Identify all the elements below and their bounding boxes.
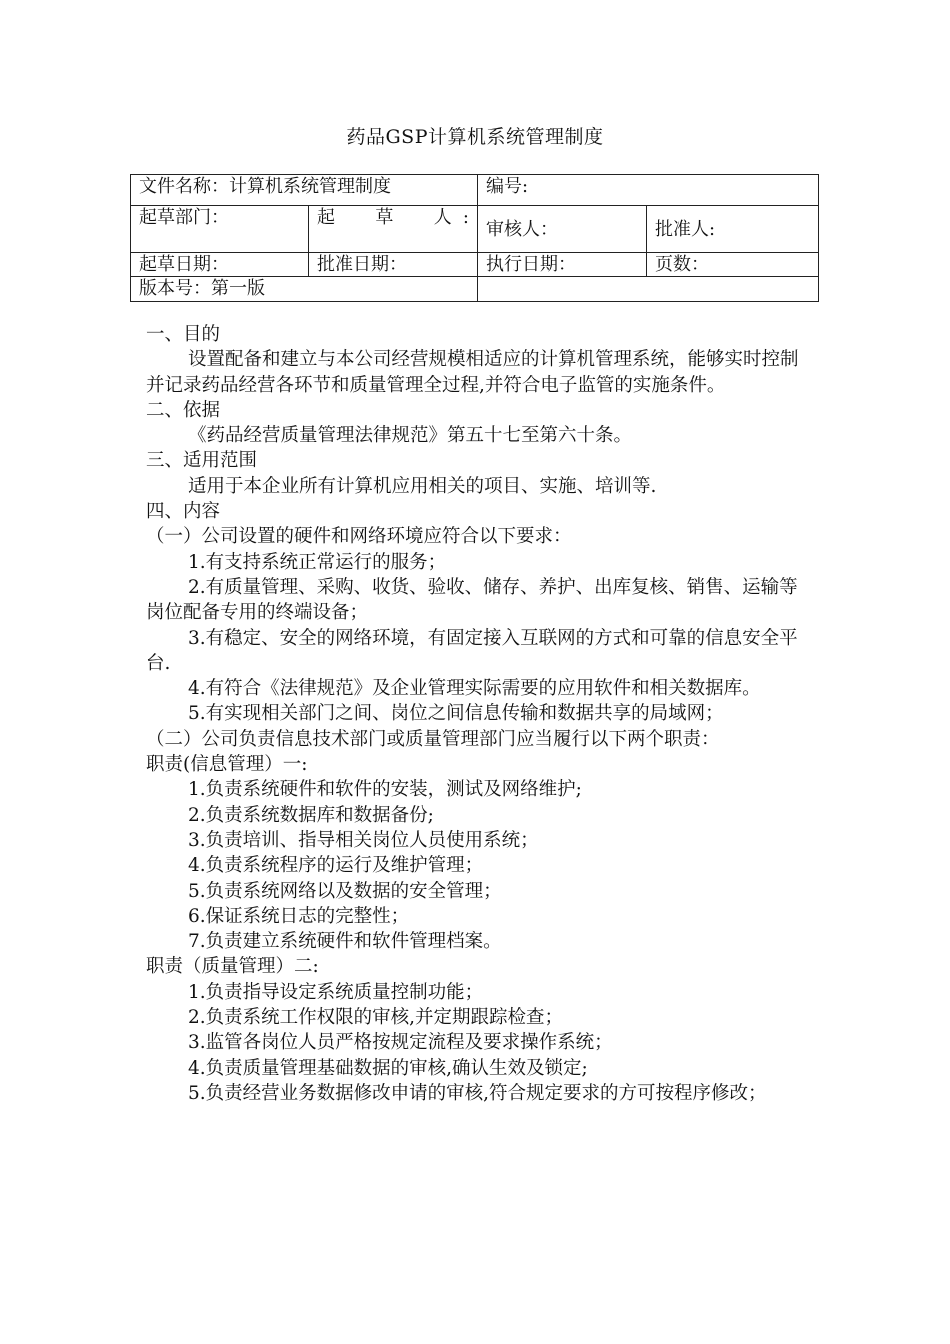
exec-date-cell: 执行日期：	[478, 253, 647, 277]
paragraph: 5.负责经营业务数据修改申请的审核,符合规定要求的方可按程序修改；	[188, 1082, 767, 1104]
paragraph: 3.有稳定、安全的网络环境，有固定接入互联网的方式和可靠的信息安全平台.	[146, 627, 798, 674]
number-cell: 编号:	[478, 175, 819, 206]
paragraph: 5.负责系统网络以及数据的安全管理；	[188, 880, 502, 902]
section-heading: 四、内容	[146, 501, 221, 523]
document-body	[146, 322, 808, 1106]
approver-cell: 批准人:	[647, 206, 819, 253]
draft-dept-cell: 起草部门：	[131, 206, 309, 253]
paragraph: 4.负责系统程序的运行及维护管理；	[188, 855, 484, 877]
document-info-table	[130, 174, 819, 302]
paragraph: 《药品经营质量管理法律规范》第五十七至第六十条。	[188, 425, 633, 447]
paragraph: 2.负责系统工作权限的审核,并定期跟踪检查；	[188, 1007, 564, 1029]
paragraph: 1.负责指导设定系统质量控制功能；	[188, 981, 484, 1003]
pages-cell: 页数：	[647, 253, 819, 277]
document-title: 药品GSP计算机系统管理制度	[346, 126, 604, 148]
paragraph: 6.保证系统日志的完整性；	[188, 905, 410, 927]
paragraph: 3.监管各岗位人员严格按规定流程及要求操作系统；	[188, 1032, 613, 1054]
empty-cell	[478, 277, 819, 302]
approve-date-cell: 批准日期：	[309, 253, 478, 277]
paragraph: 4.负责质量管理基础数据的审核,确认生效及锁定;	[188, 1057, 588, 1079]
draft-date-cell: 起草日期：	[131, 253, 309, 277]
drafter-cell: 起 草 人:	[309, 206, 478, 253]
paragraph: 2.有质量管理、采购、收货、验收、储存、养护、出库复核、销售、运输等岗位配备专用的终端设备；	[146, 576, 798, 624]
section-heading: 职责(信息管理）一:	[146, 754, 308, 776]
reviewer-cell: 审核人：	[478, 206, 647, 253]
paragraph: 2.负责系统数据库和数据备份;	[188, 804, 434, 826]
paragraph: 1.有支持系统正常运行的服务；	[188, 551, 447, 573]
section-heading: 职责（质量管理）二:	[146, 956, 319, 978]
paragraph: 4.有符合《法律规范》及企业管理实际需要的应用软件和相关数据库。	[188, 678, 761, 700]
paragraph: 3.负责培训、指导相关岗位人员使用系统；	[188, 829, 539, 851]
paragraph: 7.负责建立系统硬件和软件管理档案。	[188, 931, 502, 953]
section-heading: 一、目的	[146, 324, 221, 345]
section-heading: （一）公司设置的硬件和网络环境应符合以下要求：	[146, 526, 572, 548]
paragraph: 5.有实现相关部门之间、岗位之间信息传输和数据共享的局域网；	[188, 703, 724, 725]
section-heading: （二）公司负责信息技术部门或质量管理部门应当履行以下两个职责：	[146, 728, 720, 750]
section-heading: 二、依据	[146, 399, 221, 421]
version-cell: 版本号：第一版	[131, 277, 478, 302]
paragraph: 1.负责系统硬件和软件的安装，测试及网络维护;	[188, 779, 582, 801]
section-heading: 三、适用范围	[146, 450, 258, 472]
paragraph: 设置配备和建立与本公司经营规模相适应的计算机管理系统，能够实时控制并记录药品经营各环节和质量管理全过程,并符合电子监管的实施条件。	[146, 349, 799, 396]
file-name-cell: 文件名称：计算机系统管理制度	[131, 175, 478, 206]
paragraph: 适用于本企业所有计算机应用相关的项目、实施、培训等.	[188, 475, 657, 497]
